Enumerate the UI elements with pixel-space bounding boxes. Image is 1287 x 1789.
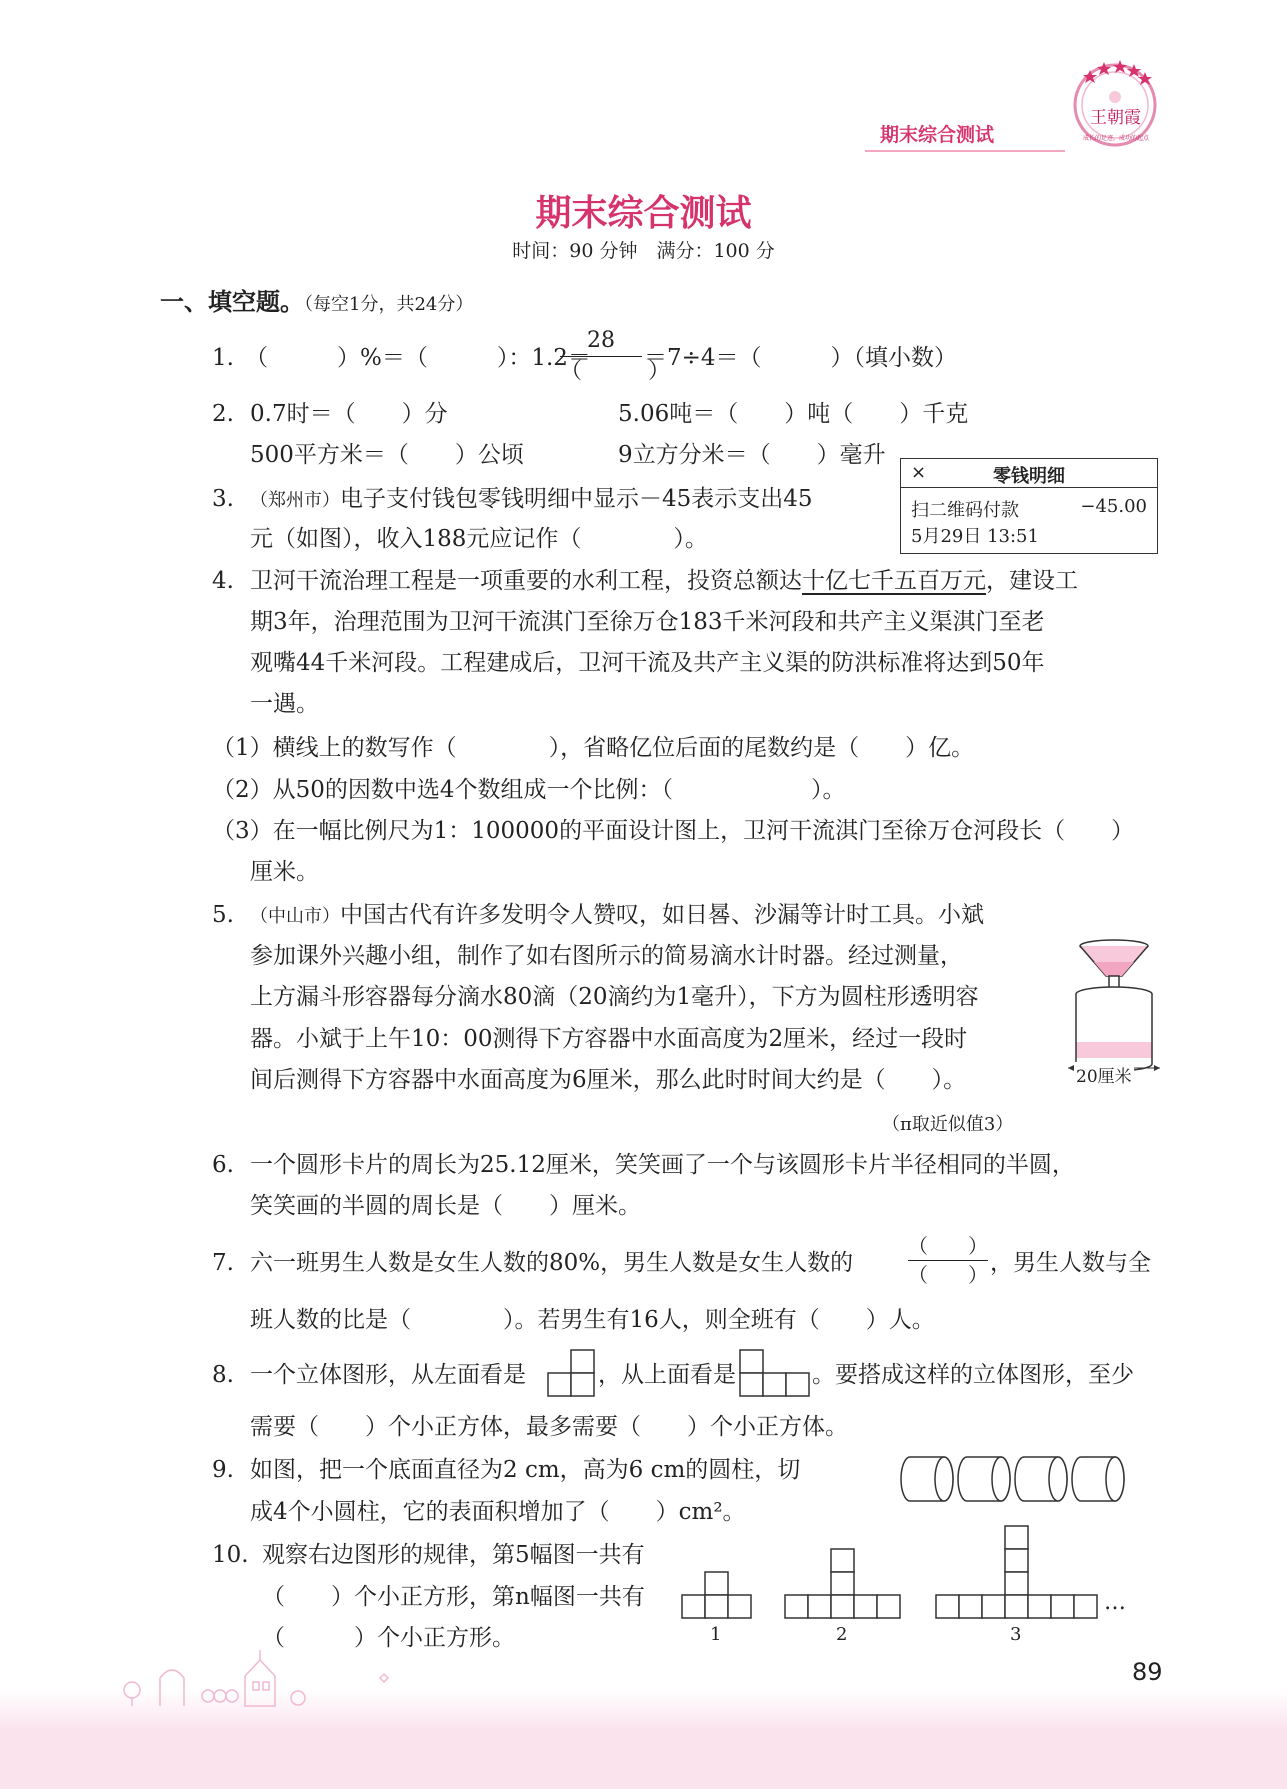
q4-number: 4.	[212, 568, 234, 594]
q8-top-view-figure	[738, 1349, 812, 1397]
section-heading	[160, 287, 473, 320]
q6-number: 6.	[212, 1152, 234, 1178]
q4-line3: 观嘴44千米河段。工程建成后，卫河干流及共产主义渠的防洪标准将达到50年	[250, 650, 1045, 676]
q7-number: 7.	[212, 1250, 234, 1276]
q3-city: （郑州市）	[250, 490, 340, 511]
q7-line1-a: 六一班男生人数是女生人数的80%，男生人数是女生人数的	[250, 1250, 854, 1276]
q5-line5: 间后测得下方容器中水面高度为6厘米，那么此时时间大约是（ ）。	[250, 1067, 967, 1093]
square-pattern-icon	[680, 1524, 1140, 1649]
section-note: （每空1分，共24分）	[304, 294, 474, 315]
q10-label-3: 3	[1010, 1624, 1022, 1645]
wallet-receipt	[900, 458, 1158, 554]
q8-line1-c: 。要搭成这样的立体图形，至少	[812, 1362, 1134, 1388]
q1-frac-bottom: （ ）	[560, 359, 671, 384]
q7-line2: 班人数的比是（ ）。若男生有16人，则全班有（ ）人。	[250, 1307, 935, 1333]
receipt-time: 5月29日 13:51	[911, 526, 1039, 547]
q2-b: 5.06吨＝（ ）吨（ ）千克	[618, 401, 969, 427]
q2-number: 2.	[212, 401, 234, 427]
close-icon: ×	[911, 462, 927, 483]
top-view-cubes-icon	[738, 1349, 812, 1397]
page-subtitle: 时间：90 分钟 满分：100 分	[512, 240, 775, 262]
q6-line1: 一个圆形卡片的周长为25.12厘米，笑笑画了一个与该圆形卡片半径相同的半圆，	[250, 1152, 1075, 1178]
q10-label-1: 1	[710, 1624, 722, 1645]
receipt-title: 零钱明细	[993, 466, 1065, 487]
q4-line1	[250, 566, 1078, 596]
q5-line3: 上方漏斗形容器每分滴水80滴（20滴约为1毫升），下方为圆柱形透明容	[250, 984, 979, 1010]
q9-line2: 成4个小圆柱，它的表面积增加了（ ）cm²。	[250, 1499, 746, 1525]
logo-text: 王朝霞	[1090, 108, 1141, 128]
cut-cylinders-icon	[900, 1454, 1130, 1504]
q8-line2: 需要（ ）个小正方体，最多需要（ ）个小正方体。	[250, 1414, 848, 1440]
q10-number: 10.	[212, 1542, 249, 1568]
q9-number: 9.	[212, 1457, 234, 1483]
q4-sub1: （1）横线上的数写作（ ），省略亿位后面的尾数约是（ ）亿。	[212, 735, 975, 761]
q9-line1: 如图，把一个底面直径为2 cm，高为6 cm的圆柱，切	[250, 1457, 801, 1483]
q10-pattern-figure	[680, 1524, 1140, 1649]
q8-number: 8.	[212, 1362, 234, 1388]
q2-d: 9立方分米＝（ ）毫升	[618, 442, 886, 468]
q10-line2: （ ）个小正方形，第n幅图一共有	[262, 1584, 645, 1610]
q8-left-view-figure	[546, 1349, 596, 1397]
page-title: 期末综合测试	[535, 193, 752, 234]
q4-sub3-b: 厘米。	[250, 859, 319, 885]
q7-frac-bottom: （ ）	[908, 1263, 988, 1287]
logo-badge	[1068, 55, 1163, 150]
q5-line1-text: 中国古代有许多发明令人赞叹，如日晷、沙漏等计时工具。小斌	[340, 902, 984, 928]
q1-number: 1.	[212, 345, 234, 371]
q2-a: 0.7时＝（ ）分	[250, 401, 448, 427]
q10-ellipsis: …	[1104, 1590, 1126, 1615]
q3-line1	[250, 484, 813, 516]
q8-line1-a: 一个立体图形，从左面看是	[250, 1362, 526, 1388]
q5-figure-label: 20厘米	[1074, 1062, 1134, 1087]
receipt-amount: −45.00	[1080, 496, 1147, 517]
logo-subtext: 成长的足迹，成功的起点	[1082, 135, 1149, 142]
receipt-item: 扫二维码付款	[911, 500, 1019, 521]
footer-decoration	[120, 1648, 420, 1708]
q10-label-2: 2	[836, 1624, 848, 1645]
left-view-cubes-icon	[546, 1349, 596, 1397]
header-divider	[865, 150, 1065, 152]
q10-line1: 观察右边图形的规律，第5幅图一共有	[262, 1542, 645, 1568]
q8-line1-b: ，从上面看是	[598, 1362, 736, 1388]
section-label: 一、填空题。	[160, 288, 304, 316]
q9-cylinders-figure	[900, 1454, 1130, 1504]
q1-frac-top: 28	[587, 328, 615, 353]
q4-sub3: （3）在一幅比例尺为1：100000的平面设计图上，卫河干流淇门至徐万仓河段长（ ）	[212, 818, 1135, 844]
page-number: 89	[1132, 1658, 1163, 1686]
q1-part-b: ＝7÷4＝（ ）（填小数）	[644, 345, 958, 371]
q2-c: 500平方米＝（ ）公顷	[250, 442, 524, 468]
q4-line4: 一遇。	[250, 691, 319, 717]
q3-number: 3.	[212, 486, 234, 512]
q1-fraction	[560, 326, 671, 387]
q7-frac-top: （ ）	[908, 1234, 988, 1258]
q6-line2: 笑笑画的半圆的周长是（ ）厘米。	[250, 1193, 641, 1219]
q3-line1-text: 电子支付钱包零钱明细中显示－45表示支出45	[340, 486, 813, 512]
q5-line1	[250, 900, 984, 932]
q4-line2: 期3年，治理范围为卫河干流淇门至徐万仓183千米河段和共产主义渠淇门至老	[250, 609, 1045, 635]
q5-line2: 参加课外兴趣小组，制作了如右图所示的简易滴水计时器。经过测量，	[250, 943, 963, 969]
q5-number: 5.	[212, 902, 234, 928]
castle-decoration-icon	[120, 1648, 420, 1708]
q5-line4: 器。小斌于上午10：00测得下方容器中水面高度为2厘米，经过一段时	[250, 1026, 968, 1052]
q5-note: （π取近似值3）	[882, 1114, 1014, 1135]
q4-underlined-number: 十亿七千五百万元	[802, 568, 986, 594]
q4-line1-b: ，建设工	[986, 568, 1078, 594]
q10-line3: （ ）个小正方形。	[262, 1625, 515, 1651]
q7-line1-b: ，男生人数与全	[990, 1250, 1151, 1276]
drip-timer-figure	[1060, 938, 1160, 1090]
receipt-item-row	[911, 496, 1147, 522]
receipt-header	[901, 459, 1157, 488]
q1-part-a: （ ）%＝（ ）：1.2＝	[245, 345, 591, 371]
q7-fraction	[908, 1232, 988, 1289]
q4-line1-a: 卫河干流治理工程是一项重要的水利工程，投资总额达	[250, 568, 802, 594]
q3-line2: 元（如图），收入188元应记作（ ）。	[250, 526, 708, 552]
q5-city: （中山市）	[250, 906, 340, 927]
header-tab-label: 期末综合测试	[880, 124, 995, 146]
q4-sub2: （2）从50的因数中选4个数组成一个比例：（ ）。	[212, 777, 846, 803]
